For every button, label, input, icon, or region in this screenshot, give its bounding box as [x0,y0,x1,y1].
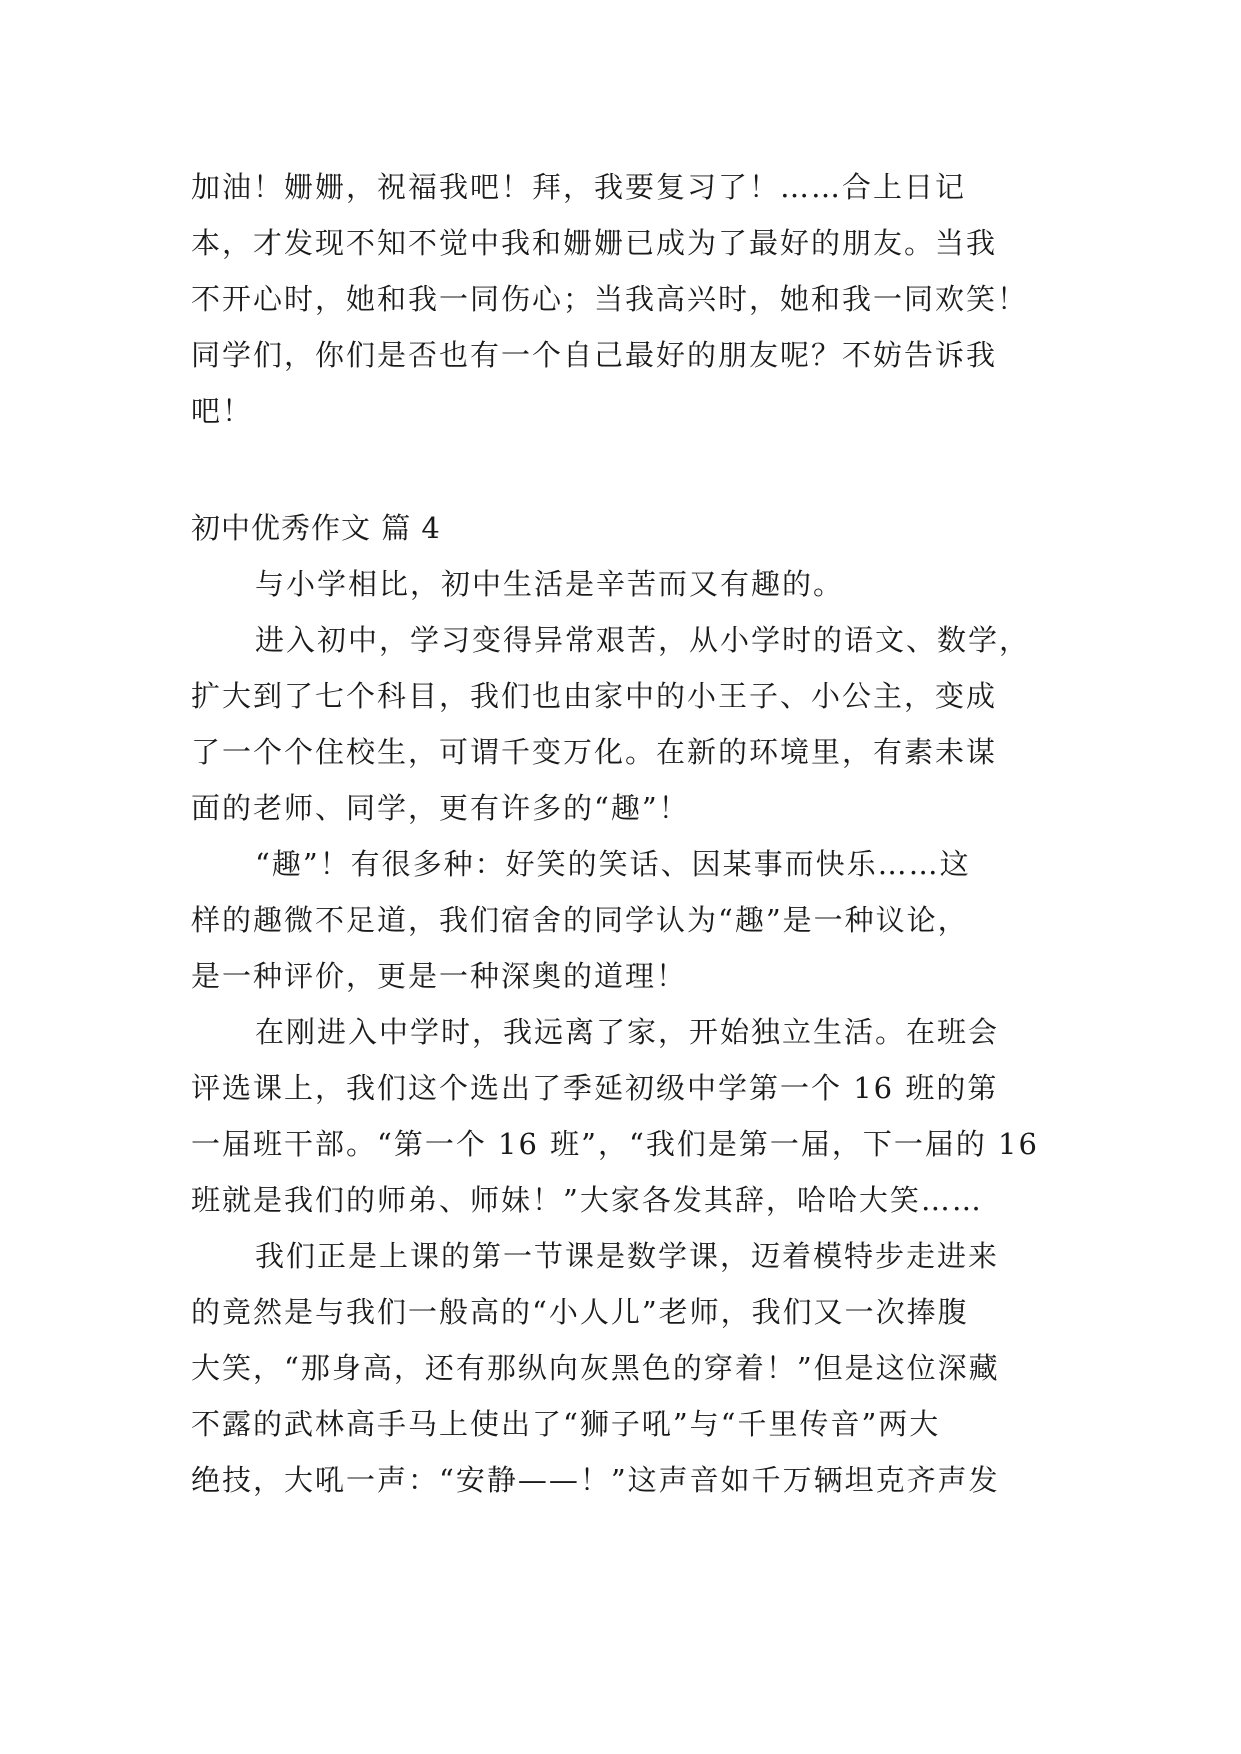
text-line: “趣”！有很多种：好笑的笑话、因某事而快乐……这 [255,847,971,881]
text-line: 样的趣微不足道，我们宿舍的同学认为“趣”是一种议论， [191,903,969,937]
text-line: 大笑，“那身高，还有那纵向灰黑色的穿着！”但是这位深藏 [191,1351,1000,1385]
text-line: 进入初中，学习变得异常艰苦，从小学时的语文、数学， [255,623,1031,657]
text-line: 同学们，你们是否也有一个自己最好的朋友呢？不妨告诉我 [191,338,998,372]
text-line: 一届班干部。“第一个 16 班”，“我们是第一届，下一届的 16 [191,1127,1039,1161]
text-line: 在刚进入中学时，我远离了家，开始独立生活。在班会 [255,1015,1000,1049]
text-line: 不露的武林高手马上使出了“狮子吼”与“千里传音”两大 [191,1407,941,1441]
text-line: 我们正是上课的第一节课是数学课，迈着模特步走进来 [255,1239,1000,1273]
text-line: 是一种评价，更是一种深奥的道理！ [191,959,688,993]
text-line: 本，才发现不知不觉中我和姗姗已成为了最好的朋友。当我 [191,226,998,260]
text-line: 的竟然是与我们一般高的“小人儿”老师，我们又一次捧腹 [191,1295,969,1329]
text-line: 了一个个住校生，可谓千变万化。在新的环境里，有素未谋 [191,735,998,769]
text-line: 不开心时，她和我一同伤心；当我高兴时，她和我一同欢笑！ [191,282,1029,316]
text-line: 扩大到了七个科目，我们也由家中的小王子、小公主，变成 [191,679,998,713]
text-line: 面的老师、同学，更有许多的“趣”！ [191,791,690,825]
text-line: 吧！ [191,394,254,428]
text-line: 班就是我们的师弟、师妹！”大家各发其辞，哈哈大笑…… [191,1183,983,1217]
text-line: 评选课上，我们这个选出了季延初级中学第一个 16 班的第 [191,1071,999,1105]
text-line: 与小学相比，初中生活是辛苦而又有趣的。 [255,567,845,601]
text-line: 绝技，大吼一声：“安静——！”这声音如千万辆坦克齐声发 [191,1463,1000,1497]
section-heading: 初中优秀作文 篇 4 [191,511,441,545]
text-line: 加油！姗姗，祝福我吧！拜，我要复习了！……合上日记 [191,170,967,204]
